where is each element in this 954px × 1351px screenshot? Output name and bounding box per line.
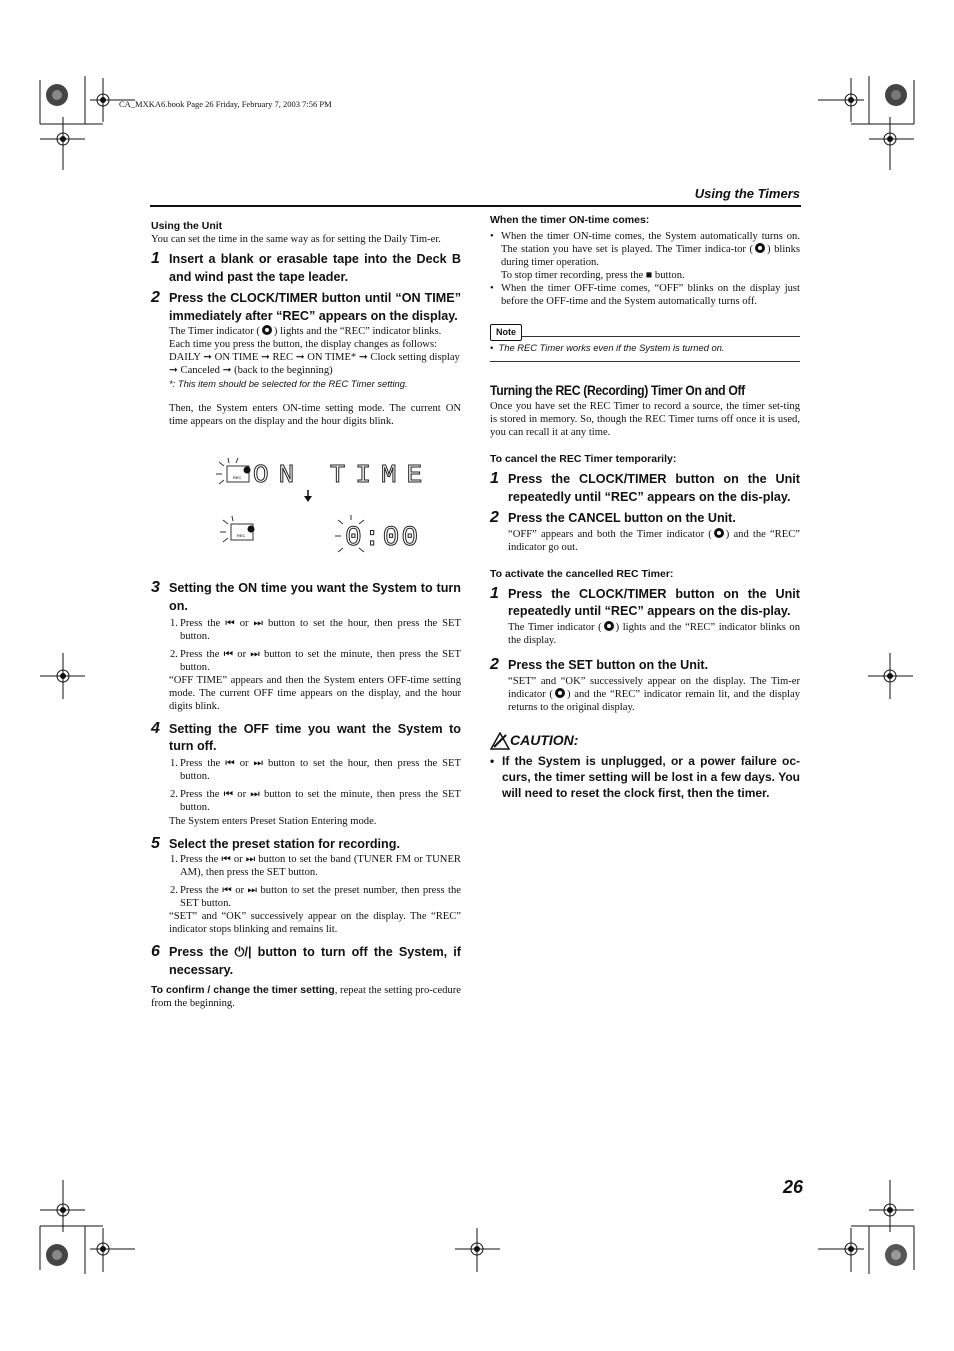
using-unit-heading: Using the Unit <box>151 220 223 232</box>
activate-step-2 <box>490 657 800 675</box>
confirm-note: To confirm / change the timer setting, repeat the setting pro-cedure from the beginning. <box>151 983 461 1009</box>
cancel-step-1 <box>490 471 800 506</box>
step-2 <box>151 290 461 325</box>
standby-power-icon: ⏻/| <box>234 945 252 960</box>
section-body: Once you have set the REC Timer to record a source, the timer set-ting is stored in memory. So, though the REC Timer turns off once it is used, you can recall it at any time. <box>490 401 800 438</box>
section-title: Turning the REC (Recording) Timer On and Off <box>490 383 745 398</box>
rec-indicator-label: REC <box>233 475 242 481</box>
timer-indicator-icon <box>755 243 765 253</box>
down-arrow-icon <box>304 490 312 502</box>
step-text: Setting the ON time you want the System to turn on. <box>169 581 461 613</box>
list-item: 1. Press the ⏮ or ⏭ button to set the hour, then press the SET button. <box>170 617 461 642</box>
caution-header <box>490 732 800 750</box>
step-text: Setting the OFF time you want the System to turn off. <box>169 721 461 754</box>
list-item: • When the timer OFF-time comes, “OFF” blinks on the display just before the OFF-time and the System automatically turns off. <box>490 283 800 307</box>
note-rule-bottom <box>490 361 800 362</box>
step-number: 4 <box>151 719 160 737</box>
step-number: 1 <box>490 470 499 487</box>
note-box <box>490 320 800 366</box>
cancel-heading: To cancel the REC Timer temporarily: <box>490 453 677 465</box>
step-1 <box>151 251 461 286</box>
step-5 <box>151 836 461 854</box>
step-number: 3 <box>151 579 160 597</box>
cancel-step-2 <box>490 510 800 528</box>
step-3 <box>151 580 461 615</box>
step-number: 6 <box>151 943 160 961</box>
caution-pen-icon <box>490 732 510 750</box>
step-4 <box>151 721 461 756</box>
timer-indicator-icon <box>555 688 565 698</box>
note-icon: Note <box>490 324 522 341</box>
right-column: When the timer ON-time comes: • When the timer ON-time comes, the System automatically turns on. The station you have set is played. The Timer indica-tor ( ) blinks during timer operation. To stop timer recording, press the ■ button. • When the timer OFF-time comes, “OFF” blinks on the display just before the OFF-time and the System automatically turns off. Note • The REC Timer works even if the System is turned on. Turning the REC (Recording) Timer On and Off Once you have set the REC Timer to record a source, the timer set-ting is stored in memory. So, though the REC Timer turns off once it is used, you can recall it at any time. To cancel the REC Timer temporarily: 1 Press the CLOCK/TIMER button on the Unit repeatedly until “REC” appears on the dis-play. 2 Press the CANCEL button on the Unit. “OFF” appears and both the Timer indicator ( ) and the “REC” indicator go out. To activate the cancelled REC Timer: 1 Press the CLOCK/TIMER button on the Unit repeatedly until “REC” appears on the dis-play. The Timer indicator ( ) lights and the “REC” indicator blinks on the display. 2 Press the SET button on the Unit. “SET” and “OK” successively appear on the display. The Tim-er indicator ( ) and the “REC” indicator remain lit, and the display returns to the original display. CAUTION: • If the System is unplugged, or a power failure oc-curs, the timer setting will be lost in a few days. You will need to reset the clock first, then the timer. <box>490 214 800 800</box>
timer-on-heading: When the timer ON-time comes: <box>490 214 650 226</box>
timer-indicator-icon <box>604 621 614 631</box>
step-text: Press the SET button on the Unit. <box>508 657 709 672</box>
note-rule-top <box>522 336 800 337</box>
display-illustration-svg <box>151 432 461 572</box>
using-unit-intro: You can set the time in the same way as for setting the Daily Tim-er. <box>151 234 441 245</box>
display-time-text: 0:00 <box>345 523 421 555</box>
caution-label: CAUTION: <box>510 732 579 749</box>
step-number: 5 <box>151 834 160 852</box>
step-number: 2 <box>151 289 160 307</box>
timer-indicator-icon <box>714 528 724 538</box>
timer-indicator-icon <box>262 325 272 335</box>
list-item: 2. Press the ⏮ or ⏭ button to set the preset number, then press the SET button. <box>170 885 461 910</box>
page-header-title: Using the Timers <box>694 186 800 201</box>
step-number: 1 <box>490 584 499 602</box>
display-on-time-text: ON TIME <box>253 460 433 491</box>
step-text: Press the CLOCK/TIMER button until “ON TIME” immediately after “REC” appears on the display. <box>169 291 461 323</box>
left-column: Using the Unit You can set the time in the same way as for setting the Daily Tim-er. 1 Insert a blank or erasable tape into the Deck B and wind past the tape leader. 2 Press the CLOCK/TIMER button until “ON TIME” immediately after “REC” appears on the display. The Timer indicator ( ) lights and the “REC” indicator blinks. Each time you press the button, the display changes as follows: DAILY ➞ ON TIME ➞ REC ➞ ON TIME* ➞ Clock setting display ➞ Canceled ➞ (back to the beginning) *: This item should be selected for the REC Timer setting. Then, the System enters ON-time setting mode. The current ON time appears on the display and the hour digits blink. REC REC ON TIME 0:00 3 Setting the ON time you want the System to turn on. 1. Press the ⏮ or ⏭ button to set the hour, then press the SET button. 2. Press the ⏮ or ⏭ button to set the minute, then press the SET button. “OFF TIME” appears and then the System enters OFF-time setting mode. The current OFF time appears on the display, and the hour digits blink. 4 Setting the OFF time you want the System to turn off. 1. Press the ⏮ or ⏭ button to set the hour, then press the SET button. 2. Press the ⏮ or ⏭ button to set the minute, then press the SET button. The System enters Preset Station Entering mode. 5 Select the preset station for recording. 1. Press the ⏮ or ⏭ button to set the band (TUNER FM or TUNER AM), then press the SET button. 2. Press the ⏮ or ⏭ button to set the preset number, then press the SET button. “SET” and “OK” successively appear on the display. The “REC” indicator stops blinking and remains lit. 6 Press the ⏻/| button to turn off the System, if necessary. To confirm / change the timer setting, repeat the setting pro-cedure from the beginning. <box>151 220 461 1009</box>
activate-step-1 <box>490 586 800 621</box>
rec-timer-footnote: *: This item should be selected for the REC Timer setting. <box>169 378 408 390</box>
display-sequence: DAILY ➞ ON TIME ➞ REC ➞ ON TIME* ➞ Clock setting display ➞ Canceled ➞ (back to the beginning) <box>169 352 460 377</box>
caution-text: • If the System is unplugged, or a power failure oc-curs, the timer setting will be lost in a few days. You will need to reset the clock first, then the timer. <box>490 753 800 800</box>
step-text: Press the CLOCK/TIMER button on the Unit repeatedly until “REC” appears on the dis-play. <box>508 586 800 619</box>
step-2-body: The Timer indicator ( ) lights and the “REC” indicator blinks. Each time you press the button, the display changes as follows: DAILY ➞ ON TIME ➞ REC ➞ ON TIME* ➞ Clock setting display ➞ Canceled ➞ (back to the beginning) *: This item should be selected for the REC Timer setting. Then, the System enters ON-time setting mode. The current ON time appears on the display and the hour digits blink. <box>169 326 461 428</box>
step-6: 6 Press the ⏻/| button to turn off the System, if necessary. <box>151 943 461 977</box>
list-item: • When the timer ON-time comes, the System automatically turns on. The station you have set is played. The Timer indica-tor ( ) blinks during timer operation. To stop timer recording, press the ■ button. <box>490 231 800 281</box>
list-item: 2. Press the ⏮ or ⏭ button to set the minute, then press the SET button. <box>170 788 461 813</box>
header-rule <box>150 205 801 207</box>
step-text: Press the CLOCK/TIMER button on the Unit repeatedly until “REC” appears on the dis-play. <box>508 472 800 504</box>
list-item: 1. Press the ⏮ or ⏭ button to set the band (TUNER FM or TUNER AM), then press the SET button. <box>170 854 461 879</box>
step-text: Select the preset station for recording. <box>169 836 400 851</box>
page-number: 26 <box>783 1177 804 1197</box>
note-text: • The REC Timer works even if the System is turned on. <box>490 342 725 353</box>
list-item: 2. Press the ⏮ or ⏭ button to set the minute, then press the SET button. <box>170 648 461 673</box>
display-illustration <box>151 432 461 580</box>
step-number: 2 <box>490 509 499 527</box>
rec-indicator-label-2: REC <box>237 533 246 539</box>
activate-heading: To activate the cancelled REC Timer: <box>490 567 674 580</box>
step-number: 2 <box>490 655 499 673</box>
book-file-line: CA_MXKA6.book Page 26 Friday, February 7, 2003 7:56 PM <box>119 99 332 109</box>
step-number: 1 <box>151 250 160 267</box>
list-item: 1. Press the ⏮ or ⏭ button to set the hour, then press the SET button. <box>170 757 461 782</box>
step-text: Press the CANCEL button on the Unit. <box>508 511 736 526</box>
step-text: Insert a blank or erasable tape into the Deck B and wind past the tape leader. <box>169 252 461 284</box>
